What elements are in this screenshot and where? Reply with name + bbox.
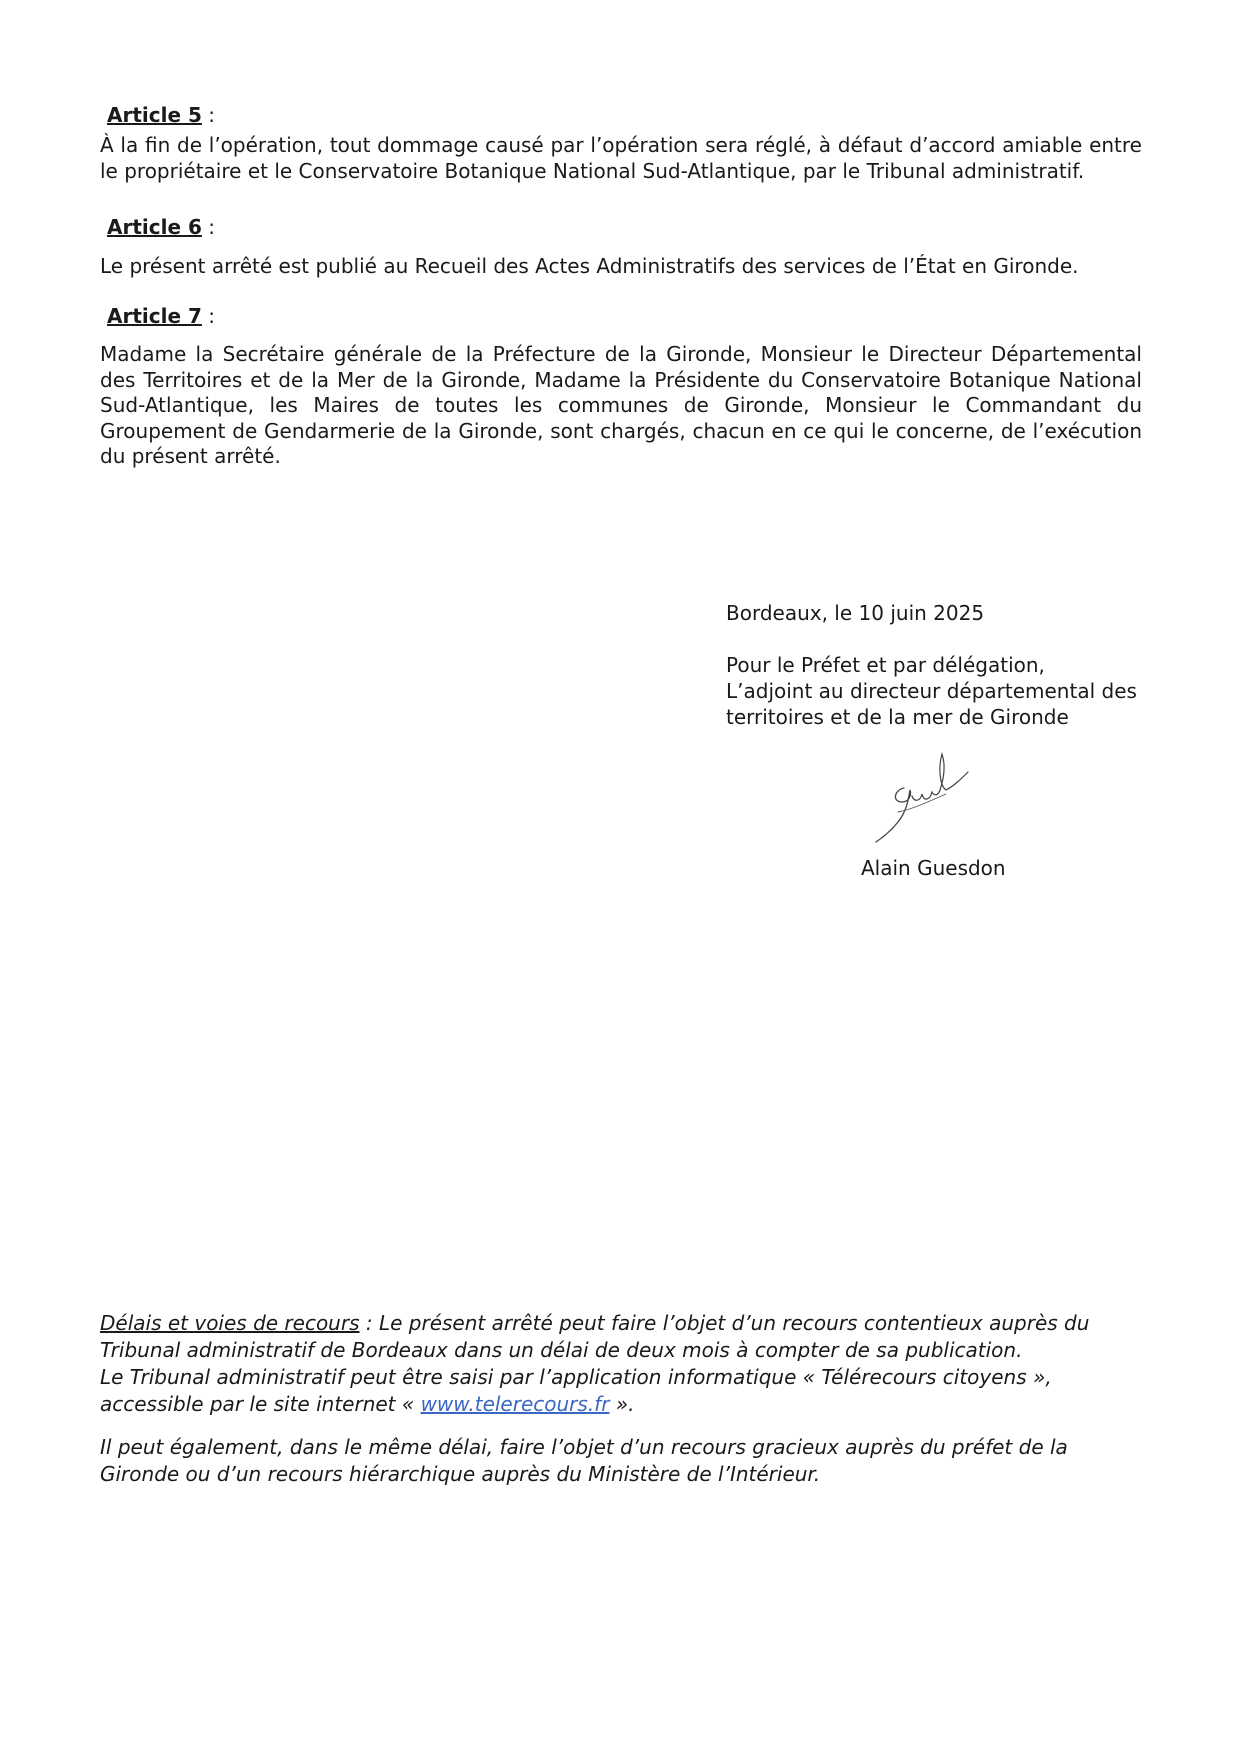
article-5-text: À la fin de l’opération, tout dommage causé par l’opération sera réglé, à défaut d’accord amiable entre le propriétaire et le Conservatoire Botanique National Sud-Atlantique, par le Tribunal administratif. — [100, 133, 1142, 183]
article-6-text: Le présent arrêté est publié au Recueil des Actes Administratifs des services de l’État en Gironde. — [100, 254, 1079, 278]
article-5-colon: : — [201, 103, 216, 127]
recours-heading: Délais et voies de recours — [100, 1311, 360, 1335]
handwritten-signature — [868, 750, 978, 850]
place-date: Bordeaux, le 10 juin 2025 — [726, 601, 985, 625]
delegation-line-1: Pour le Préfet et par délégation, — [726, 653, 1045, 677]
article-7-colon: : — [201, 304, 216, 328]
article-7-label: Article 7 — [107, 304, 202, 328]
recours-paragraph-2 — [100, 1364, 1142, 1418]
signature-block — [726, 600, 1146, 730]
signer-name: Alain Guesdon — [861, 856, 1006, 880]
recours-text-1: : Le présent arrêté peut faire l’objet d’un recours contentieux auprès du Tribunal administratif de Bordeaux dans un délai de deux mois à compter de sa publication. — [100, 1311, 1090, 1362]
telerecours-link[interactable]: www.telerecours.fr — [420, 1392, 610, 1416]
article-5-label: Article 5 — [107, 103, 202, 127]
article-5-heading — [107, 102, 215, 128]
recours-text-2b: ». — [609, 1392, 635, 1416]
article-7-heading — [107, 303, 215, 329]
article-7-text: Madame la Secrétaire générale de la Préfecture de la Gironde, Monsieur le Directeur Départemental des Territoires et de la Mer de la Gironde, Madame la Présidente du Conservatoire Botanique National Sud-Atlantique, les Maires de toutes les communes de Gironde, Monsieur le Commandant du Groupement de Gendarmerie de la Gironde, sont chargés, chacun en ce qui le concerne, de l’exécution du présent arrêté. — [100, 342, 1142, 468]
article-6-label: Article 6 — [107, 215, 202, 239]
recours-text-2a: Le Tribunal administratif peut être saisi par l’application informatique « Télérecours citoyens », accessible par le site internet « — [100, 1365, 1052, 1416]
article-6-heading — [107, 214, 215, 240]
article-6-colon: : — [201, 215, 216, 239]
delegation-line-2: L’adjoint au directeur départemental des — [726, 679, 1137, 703]
recours-paragraph-1 — [100, 1310, 1142, 1364]
delegation-line-3: territoires et de la mer de Gironde — [726, 705, 1069, 729]
recours-paragraph-3: Il peut également, dans le même délai, faire l’objet d’un recours gracieux auprès du préfet de la Gironde ou d’un recours hiérarchique auprès du Ministère de l’Intérieur. — [100, 1435, 1068, 1486]
